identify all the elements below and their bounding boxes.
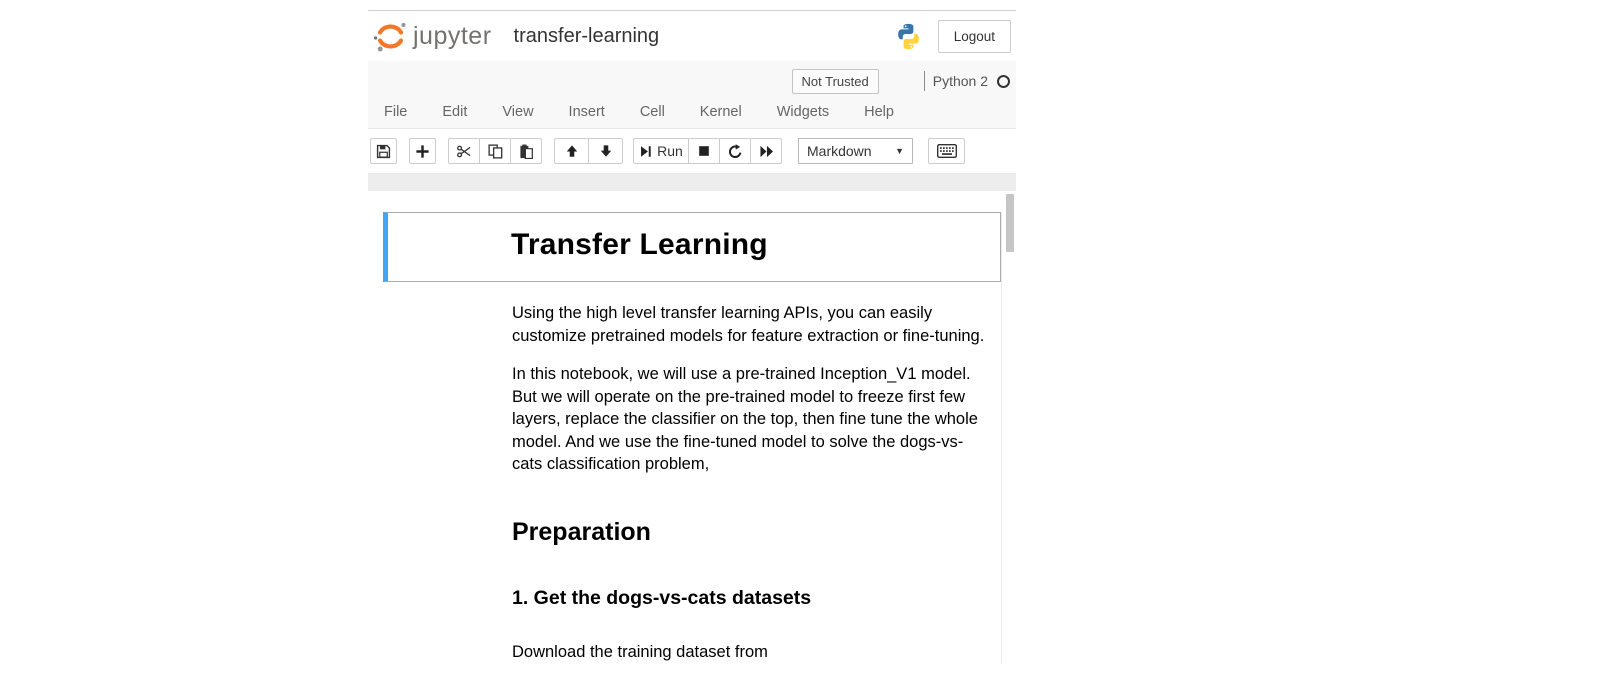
move-cell-up-button[interactable] — [554, 138, 589, 164]
move-cell-down-button[interactable] — [588, 138, 623, 164]
menu-insert[interactable]: Insert — [568, 104, 605, 120]
notebook-header — [368, 11, 1016, 61]
move-down-icon — [599, 144, 613, 158]
markdown-paragraph[interactable]: Using the high level transfer learning APIs, you can easily customize pretrained models for feature extraction or fine-tuning. — [512, 304, 985, 345]
jupyter-notebook-window — [368, 10, 1016, 663]
step-forward-icon — [639, 145, 652, 158]
add-cell-button[interactable] — [409, 138, 436, 164]
markdown-paragraph[interactable]: Download the training dataset from — [512, 642, 768, 661]
run-cell-button[interactable] — [633, 138, 689, 164]
menu-row — [368, 99, 1016, 125]
python-kernel-logo-icon — [894, 20, 923, 53]
restart-kernel-button[interactable] — [719, 138, 751, 164]
notebook-container — [368, 212, 1016, 661]
cut-icon — [456, 144, 472, 159]
move-up-icon — [565, 144, 579, 158]
jupyter-logo[interactable] — [372, 17, 492, 55]
fast-forward-icon — [759, 145, 774, 158]
notebook-scrollbar-thumb[interactable] — [1006, 194, 1014, 252]
notebook-area-top-margin — [368, 173, 1016, 191]
toolbar — [368, 129, 1016, 173]
menu-kernel[interactable]: Kernel — [699, 104, 742, 120]
copy-cell-button[interactable] — [479, 138, 511, 164]
jupyter-logo-text: jupyter — [413, 21, 492, 50]
run-button-label: Run — [657, 143, 683, 159]
menu-widgets[interactable]: Widgets — [776, 104, 830, 120]
subsection-heading-datasets[interactable]: 1. Get the dogs-vs-cats datasets — [512, 586, 812, 609]
restart-icon — [728, 144, 743, 159]
copy-icon — [488, 144, 503, 159]
paste-cell-button[interactable] — [510, 138, 542, 164]
notebook-h1-heading: Transfer Learning — [511, 228, 768, 261]
markdown-cell-title-selected[interactable] — [383, 212, 1001, 282]
cell-type-dropdown[interactable] — [798, 138, 913, 164]
paste-icon — [519, 144, 534, 159]
jupyter-logo-icon — [372, 17, 408, 55]
cut-cell-button[interactable] — [448, 138, 480, 164]
container-right-edge — [1001, 212, 1002, 663]
kernel-separator — [924, 71, 925, 91]
save-button[interactable] — [370, 138, 397, 164]
keyboard-icon — [937, 144, 957, 158]
kernel-idle-icon — [997, 75, 1010, 88]
interrupt-kernel-button[interactable] — [688, 138, 720, 164]
trust-indicator-badge[interactable]: Not Trusted — [792, 69, 879, 94]
save-icon — [376, 144, 391, 159]
kernel-name-label: Python 2 — [932, 73, 988, 89]
stop-icon — [697, 144, 711, 158]
notification-area — [368, 61, 1016, 93]
logout-button[interactable]: Logout — [938, 20, 1011, 53]
notebook-title[interactable]: transfer-learning — [513, 24, 660, 47]
command-palette-button[interactable] — [928, 138, 965, 164]
markdown-paragraph[interactable]: In this notebook, we will use a pre-trained Inception_V1 model. But we will operate on the pre-trained model to freeze first few layers, replace the classifier on the top, then fine tune the whole model. And we use the fine-tuned model to solve the dogs-vs-cats classification problem, — [512, 365, 978, 473]
dropdown-caret-icon: ▼ — [895, 146, 904, 156]
add-cell-icon — [415, 144, 430, 159]
markdown-cells-flow — [512, 302, 988, 663]
menu-file[interactable]: File — [384, 104, 408, 120]
menu-help[interactable]: Help — [864, 104, 894, 120]
menu-view[interactable]: View — [502, 104, 534, 120]
section-heading-preparation[interactable]: Preparation — [512, 517, 651, 546]
menu-cell[interactable]: Cell — [639, 104, 665, 120]
cell-type-value: Markdown — [807, 143, 872, 159]
restart-run-all-button[interactable] — [750, 138, 782, 164]
menu-edit[interactable]: Edit — [442, 104, 468, 120]
menubar — [368, 61, 1016, 129]
